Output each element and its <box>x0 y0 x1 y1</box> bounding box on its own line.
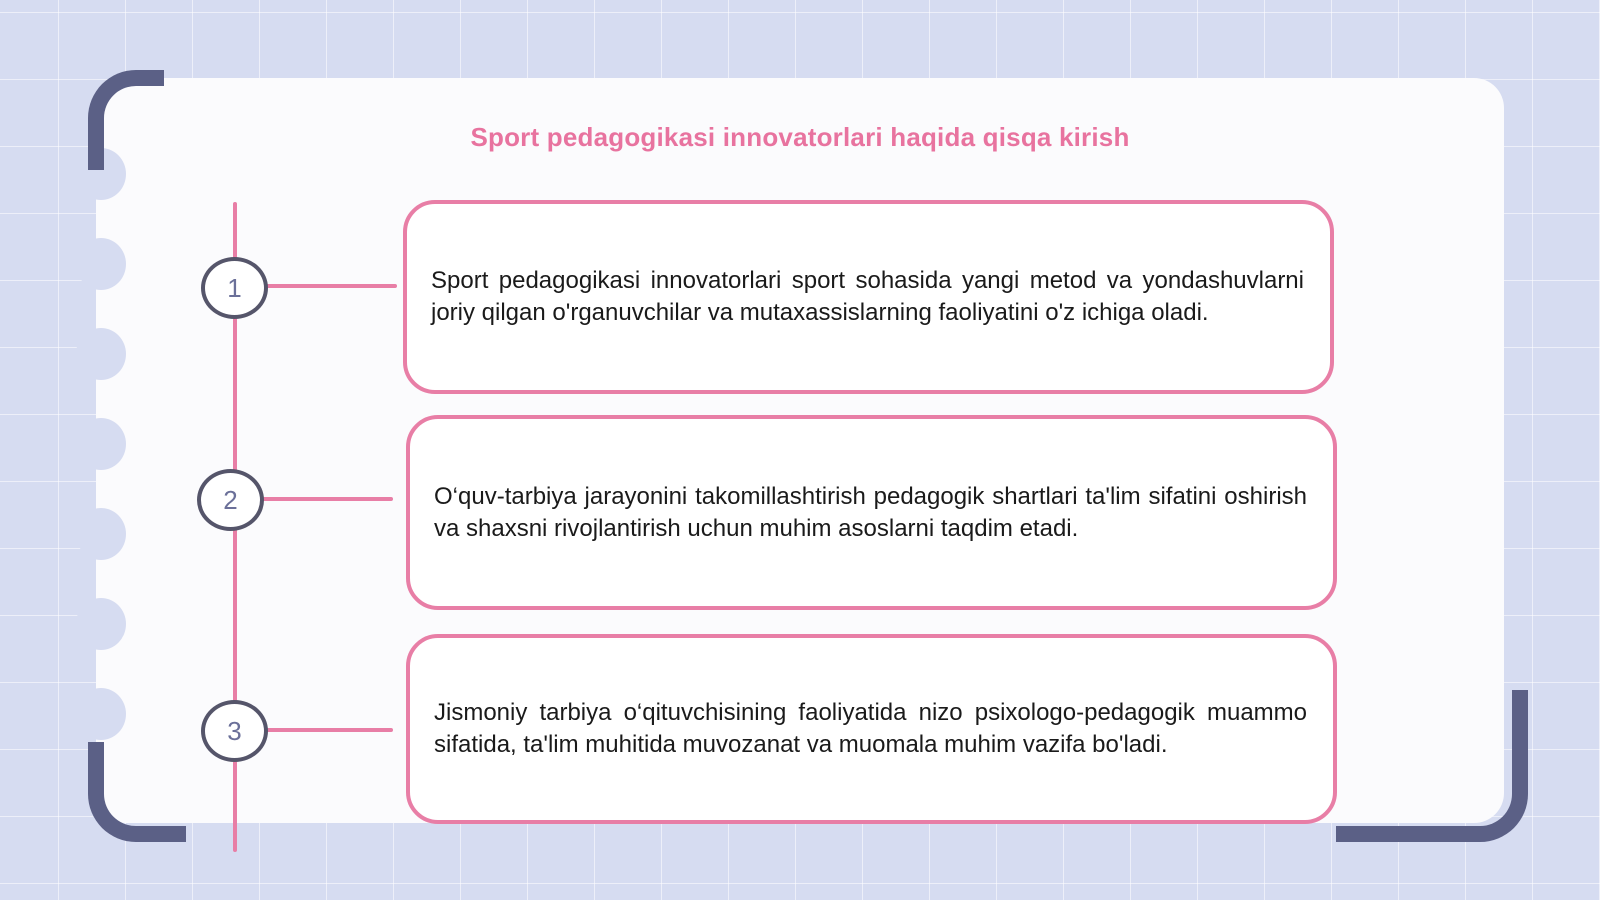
timeline-connector-2 <box>262 497 393 501</box>
paper-notch <box>76 598 126 650</box>
paper-notch <box>76 508 126 560</box>
step-number-3: 3 <box>201 700 268 762</box>
timeline-connector-3 <box>262 728 393 732</box>
card-text-2: O‘quv-tarbiya jarayonini takomillashtirish pedagogik shartlari ta'lim sifatini oshirish va shaxsni rivojlantirish uchun muhim asoslarni taqdim etadi. <box>434 482 1307 542</box>
timeline-connector-1 <box>262 284 397 288</box>
paper-notch <box>76 328 126 380</box>
paper-notch <box>76 688 126 740</box>
step-number-1: 1 <box>201 257 268 319</box>
corner-bracket-top-left <box>88 70 164 170</box>
card-text-3: Jismoniy tarbiya o‘qituvchisining faoliyatida nizo psixologo-pedagogik muammo sifatida, ta'lim muhitida muvozanat va muomala muhim vazifa bo'ladi. <box>434 699 1307 758</box>
step-number-2: 2 <box>197 469 264 531</box>
paper-notch <box>76 238 126 290</box>
corner-bracket-bottom-left <box>88 742 186 842</box>
timeline-card-2 <box>406 415 1337 610</box>
timeline-card-3 <box>406 634 1337 824</box>
timeline-card-1 <box>403 200 1334 394</box>
corner-bracket-bottom-right <box>1336 690 1528 842</box>
card-text-1: Sport pedagogikasi innovatorlari sport sohasida yangi metod va yondashuvlarni joriy qilgan o'rganuvchilar va mutaxassislarning faoliyatini o'z ichiga oladi. <box>431 267 1304 326</box>
paper-notch <box>76 418 126 470</box>
slide-title: Sport pedagogikasi innovatorlari haqida qisqa kirish <box>470 122 1130 152</box>
